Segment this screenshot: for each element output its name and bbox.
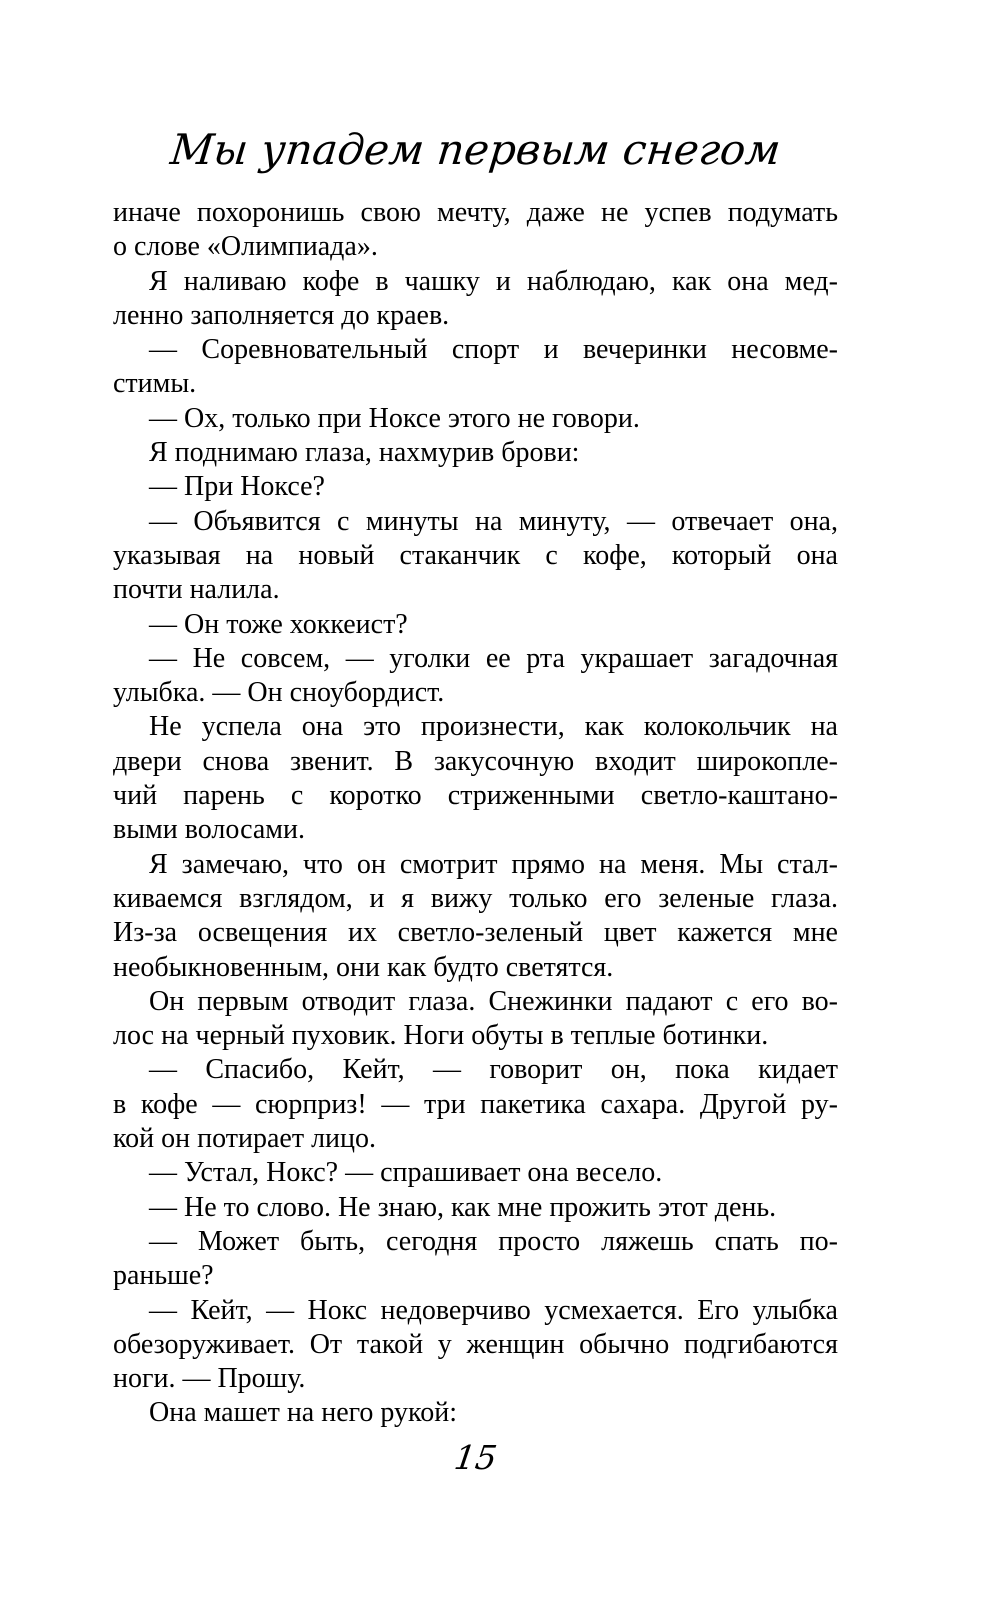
text-line: — Не то слово. Не знаю, как мне прожить этот день.: [149, 1191, 777, 1223]
text-line: Он первым отводит глаза. Снежинки падают с его во-: [149, 985, 838, 1017]
text-line: лос на черный пуховик. Ноги обуты в теплые ботинки.: [113, 1020, 769, 1052]
text-line: улыбка. — Он сноубордист.: [113, 677, 445, 709]
text-line: обезоруживает. От такой у женщин обычно подгибаются: [113, 1328, 838, 1360]
text-line: Из-за освещения их светло-зеленый цвет кажется мне: [113, 917, 838, 949]
text-line: двери снова звенит. В закусочную входит широкопле-: [113, 745, 838, 777]
text-line: чий парень с коротко стриженными светло-каштано-: [113, 780, 838, 812]
text-line: — При Ноксе?: [149, 471, 325, 503]
text-line: — Соревновательный спорт и вечеринки несовме-: [149, 334, 838, 366]
text-line: в кофе — сюрприз! — три пакетика сахара. Другой ру-: [113, 1088, 838, 1120]
text-line: — Не совсем, — уголки ее рта украшает загадочная: [149, 642, 838, 674]
text-line: — Кейт, — Нокс недоверчиво усмехается. Его улыбка: [149, 1294, 838, 1326]
text-line: выми волосами.: [113, 814, 305, 846]
text-line: почти налила.: [113, 574, 280, 606]
page-number: 15: [451, 1438, 500, 1477]
text-line: необыкновенным, они как будто светятся.: [113, 951, 614, 983]
text-line: иначе похоронишь свою мечту, даже не успев подумать: [113, 197, 838, 228]
body-text: [113, 196, 838, 1431]
text-line: Я замечаю, что он смотрит прямо на меня. Мы стал-: [149, 848, 838, 880]
text-line: раньше?: [113, 1260, 214, 1292]
running-title: Мы упадем первым снегом: [168, 125, 783, 174]
text-line: Я поднимаю глаза, нахмурив брови:: [149, 437, 580, 469]
text-line: ленно заполняется до краев.: [113, 299, 450, 331]
text-line: Я наливаю кофе в чашку и наблюдаю, как она мед-: [149, 265, 838, 297]
text-line: Не успела она это произнести, как колокольчик на: [149, 711, 838, 743]
text-line: стимы.: [113, 368, 197, 400]
text-line: — Он тоже хоккеист?: [149, 608, 408, 640]
text-line: — Спасибо, Кейт, — говорит он, пока кидает: [149, 1054, 838, 1086]
text-line: о слове «Олимпиада».: [113, 231, 378, 263]
text-line: — Ох, только при Ноксе этого не говори.: [149, 402, 640, 434]
text-line: — Может быть, сегодня просто ляжешь спать по-: [149, 1225, 838, 1257]
text-line: — Устал, Нокс? — спрашивает она весело.: [149, 1157, 663, 1189]
text-line: Она машет на него рукой:: [149, 1397, 457, 1429]
text-line: киваемся взглядом, и я вижу только его зеленые глаза.: [113, 882, 838, 914]
text-line: — Объявится с минуты на минуту, — отвечает она,: [149, 505, 838, 537]
text-line: указывая на новый стаканчик с кофе, который она: [113, 539, 838, 571]
text-line: ноги. — Прошу.: [113, 1363, 306, 1395]
text-line: кой он потирает лицо.: [113, 1123, 377, 1155]
